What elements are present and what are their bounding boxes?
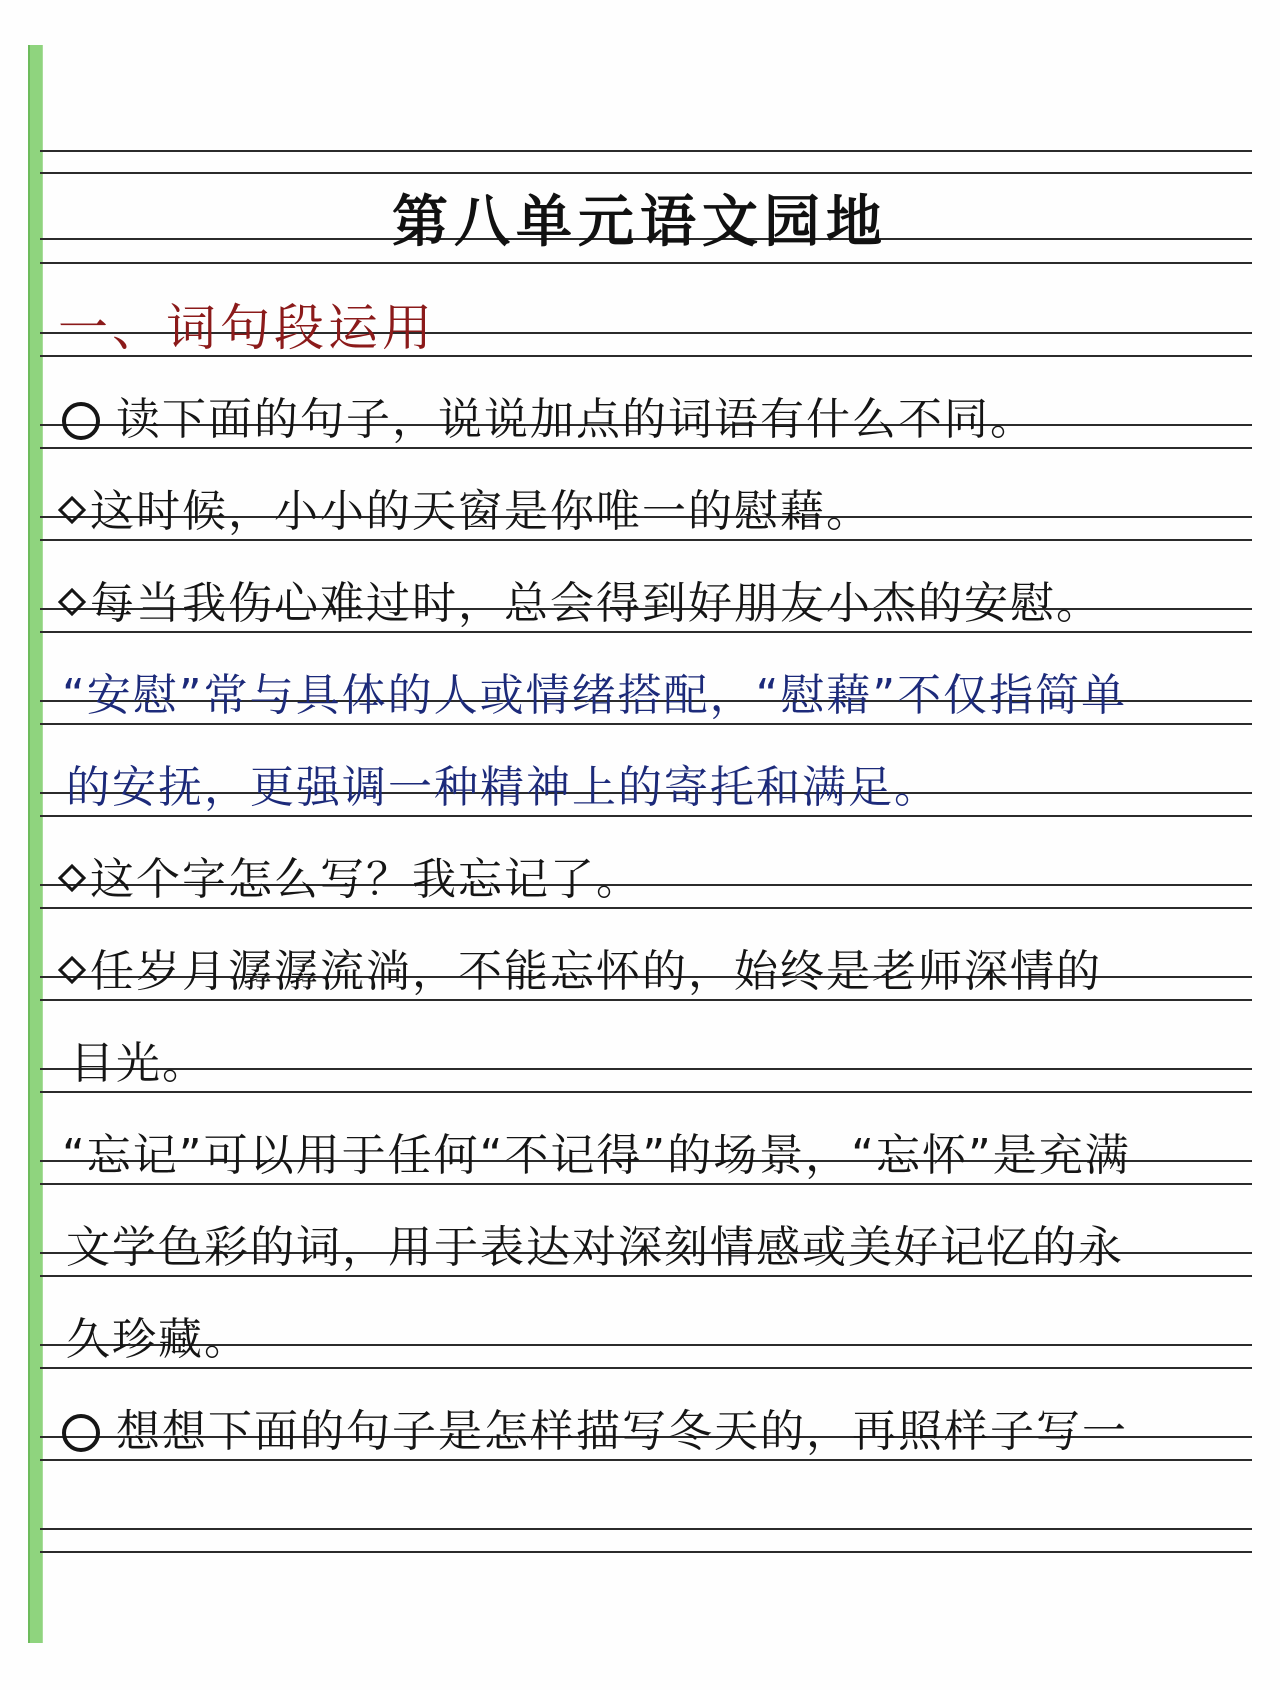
ruled-line xyxy=(40,150,1252,152)
circle-bullet-icon xyxy=(62,402,100,440)
circle-bullet-icon xyxy=(62,1414,100,1452)
answer-line: “安慰”常与具体的人或情绪搭配，“慰藉”不仅指简单 xyxy=(62,670,1128,721)
sentence-text: 任岁月潺潺流淌，不能忘怀的，始终是老师深情的 xyxy=(90,946,1102,997)
page-title: 第八单元语文园地 xyxy=(392,190,888,255)
question-text: 想想下面的句子是怎样描写冬天的，再照样子写一 xyxy=(116,1406,1128,1457)
sentence-text: 每当我伤心难过时，总会得到好朋友小杰的安慰。 xyxy=(90,578,1102,629)
ruled-line xyxy=(40,1068,1252,1070)
ruled-line xyxy=(40,1551,1252,1553)
ruled-line xyxy=(40,1091,1252,1093)
sentence-continuation: 目光。 xyxy=(70,1038,208,1089)
example-sentence xyxy=(58,944,1102,1000)
question-line xyxy=(62,392,1036,448)
ruled-line xyxy=(40,1528,1252,1530)
question-line xyxy=(62,1404,1128,1460)
section-heading: 一、词句段运用 xyxy=(58,299,436,357)
example-sentence xyxy=(58,484,872,540)
diamond-bullet-icon xyxy=(58,956,86,984)
diamond-bullet-icon xyxy=(58,588,86,616)
ruled-line xyxy=(40,172,1252,174)
sentence-text: 这个字怎么写？我忘记了。 xyxy=(90,854,642,905)
sentence-text: 这时候，小小的天窗是你唯一的慰藉。 xyxy=(90,486,872,537)
diamond-bullet-icon xyxy=(58,496,86,524)
example-sentence xyxy=(58,852,642,908)
ruled-line xyxy=(40,262,1252,264)
explanation-line: “忘记”可以用于任何“不记得”的场景，“忘怀”是充满 xyxy=(62,1130,1131,1181)
explanation-line: 文学色彩的词，用于表达对深刻情感或美好记忆的永 xyxy=(66,1222,1124,1273)
explanation-line: 久珍藏。 xyxy=(66,1314,250,1365)
diamond-bullet-icon xyxy=(58,864,86,892)
question-text: 读下面的句子，说说加点的词语有什么不同。 xyxy=(116,394,1036,445)
answer-line: 的安抚，更强调一种精神上的寄托和满足。 xyxy=(66,762,940,813)
example-sentence xyxy=(58,576,1102,632)
notebook-margin-bar xyxy=(28,45,43,1643)
